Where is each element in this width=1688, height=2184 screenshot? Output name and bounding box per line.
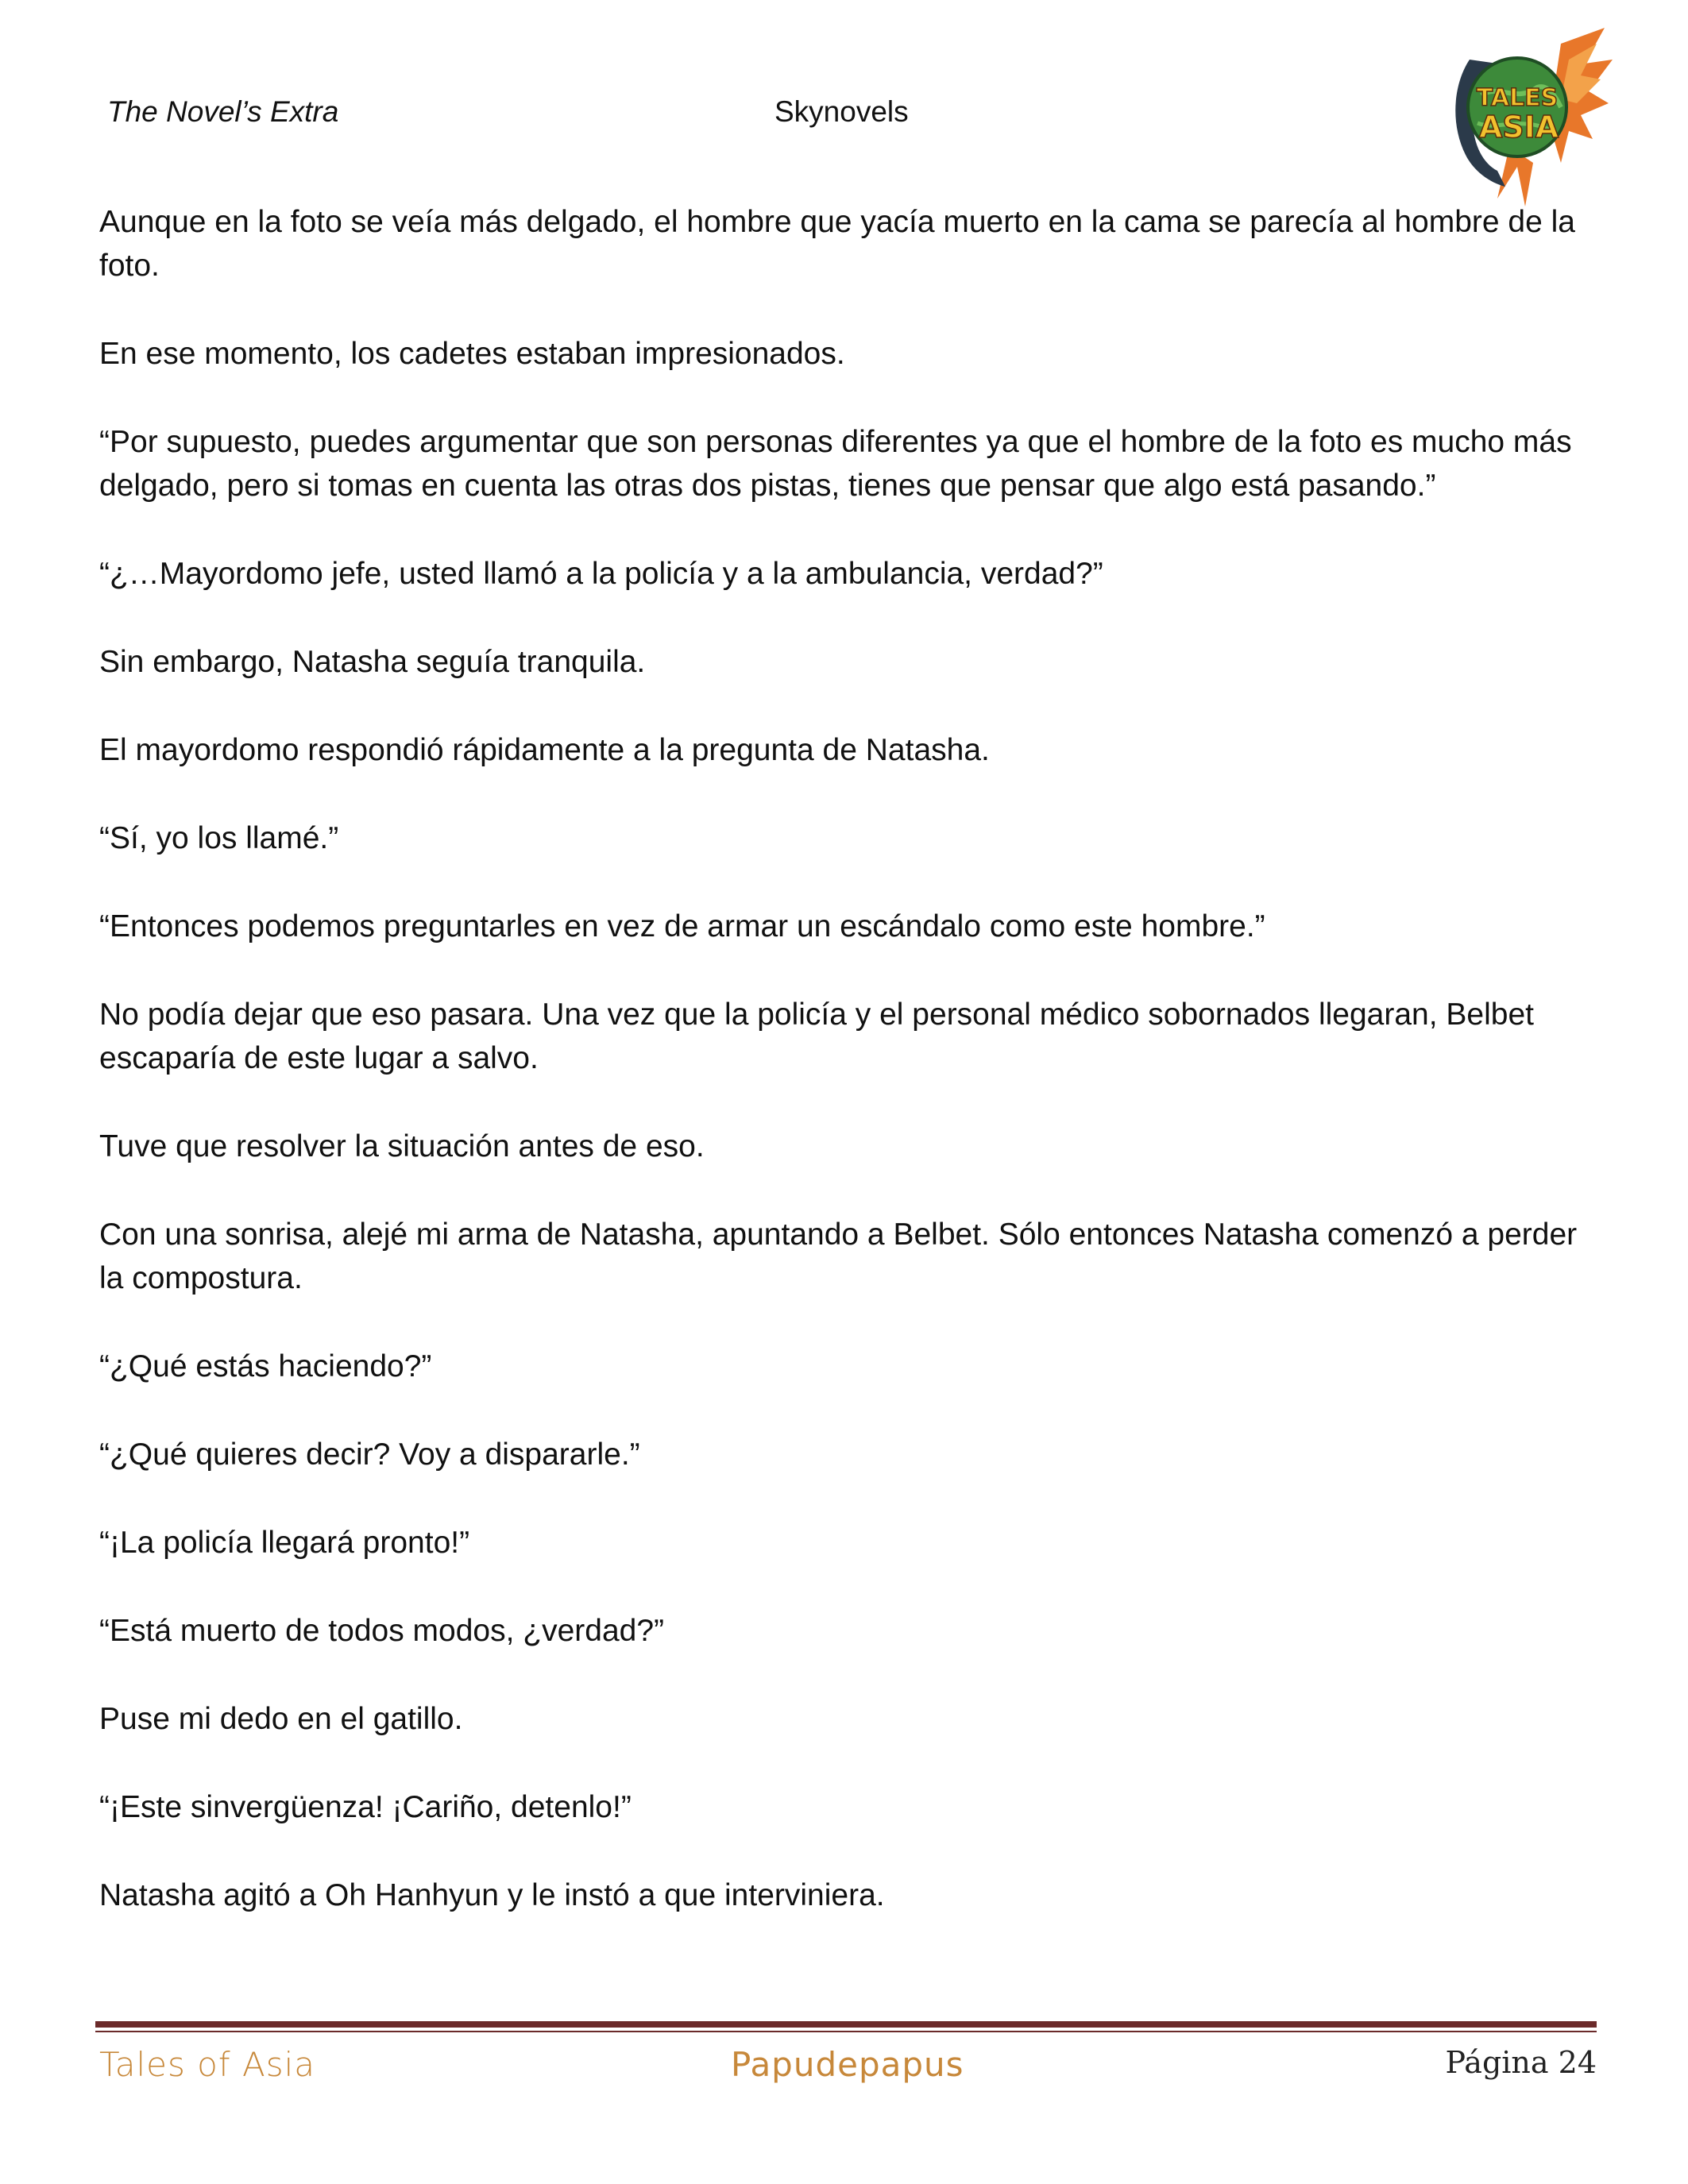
paragraph: Puse mi dedo en el gatillo. bbox=[99, 1702, 463, 1736]
paragraph: Natasha agitó a Oh Hanhyun y le instó a que interviniera. bbox=[99, 1878, 885, 1912]
tales-of-asia-logo bbox=[1442, 28, 1617, 210]
logo-text-bottom: ASIA bbox=[1478, 110, 1559, 145]
paragraph: En ese momento, los cadetes estaban impresionados. bbox=[99, 337, 845, 371]
paragraph: Aunque en la foto se veía más delgado, el hombre que yacía muerto en la cama se parecía al hombre de la foto. bbox=[99, 205, 1575, 283]
paragraph: “Está muerto de todos modos, ¿verdad?” bbox=[99, 1614, 665, 1648]
paragraph: “¿Qué estás haciendo?” bbox=[99, 1349, 432, 1383]
paragraph: “Sí, yo los llamé.” bbox=[99, 821, 339, 855]
paragraph: Con una sonrisa, alejé mi arma de Natasha, apuntando a Belbet. Sólo entonces Natasha comenzó a perder la compostura. bbox=[99, 1217, 1578, 1295]
footer-rule bbox=[95, 2021, 1597, 2032]
paragraph: “¡La policía llegará pronto!” bbox=[99, 1526, 470, 1560]
header-novel-title: The Novel’s Extra bbox=[107, 95, 339, 128]
paragraph: El mayordomo respondió rápidamente a la pregunta de Natasha. bbox=[99, 733, 990, 767]
document-body bbox=[99, 200, 1593, 1962]
paragraph: Tuve que resolver la situación antes de eso. bbox=[99, 1129, 705, 1163]
footer-brand: Tales of Asia bbox=[99, 2045, 316, 2084]
paragraph: Sin embargo, Natasha seguía tranquila. bbox=[99, 645, 646, 679]
paragraph: “¡Este sinvergüenza! ¡Cariño, detenlo!” bbox=[99, 1790, 632, 1824]
page-number: Página 24 bbox=[1445, 2045, 1597, 2080]
paragraph: “¿…Mayordomo jefe, usted llamó a la policía y a la ambulancia, verdad?” bbox=[99, 557, 1103, 591]
footer-translator: Papudepapus bbox=[731, 2045, 964, 2084]
header-site-name: Skynovels bbox=[774, 95, 909, 128]
paragraph: “¿Qué quieres decir? Voy a dispararle.” bbox=[99, 1437, 640, 1472]
paragraph: No podía dejar que eso pasara. Una vez que la policía y el personal médico sobornados llegaran, Belbet escaparía de este lugar a salvo. bbox=[99, 997, 1534, 1075]
paragraph: “Por supuesto, puedes argumentar que son personas diferentes ya que el hombre de la foto es mucho más delgado, pero si tomas en cuenta las otras dos pistas, tienes que pensar que algo está pasando.” bbox=[99, 425, 1572, 503]
paragraph: “Entonces podemos preguntarles en vez de armar un escándalo como este hombre.” bbox=[99, 909, 1265, 943]
logo-text-top: TALES bbox=[1476, 84, 1559, 112]
